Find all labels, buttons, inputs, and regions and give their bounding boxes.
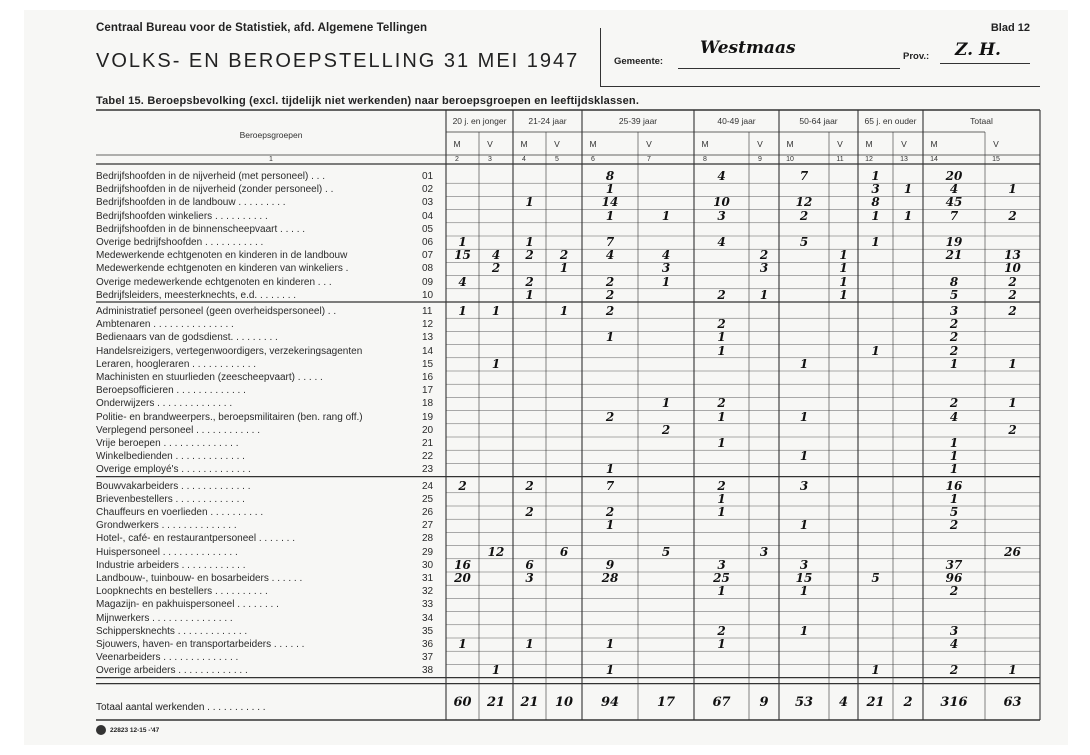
data-cell: 1 bbox=[491, 356, 501, 371]
data-cell: 1 bbox=[605, 462, 615, 477]
data-cell: 2 bbox=[605, 274, 615, 289]
row-code: 17 bbox=[422, 385, 434, 397]
data-cell: 6 bbox=[559, 544, 569, 559]
data-cell: 4 bbox=[458, 274, 467, 289]
row-code: 24 bbox=[422, 480, 434, 492]
row-code: 37 bbox=[422, 652, 434, 664]
row-code: 01 bbox=[422, 171, 434, 182]
data-cell: 1 bbox=[605, 208, 615, 223]
data-cell: 2 bbox=[949, 518, 959, 533]
total-cell: 2 bbox=[903, 695, 913, 710]
data-cell: 12 bbox=[795, 195, 813, 210]
row-code: 34 bbox=[422, 612, 434, 624]
data-cell: 1 bbox=[949, 356, 959, 371]
data-cell: 3 bbox=[949, 623, 959, 638]
row-code: 30 bbox=[422, 559, 434, 571]
row-label: Overige bedrijfshoofden . . . . . . . . . . . bbox=[96, 237, 264, 248]
data-cell: 37 bbox=[945, 557, 963, 572]
row-label: Ambtenaren . . . . . . . . . . . . . . . bbox=[96, 319, 234, 331]
data-cell: 1 bbox=[458, 637, 467, 651]
row-label: Verplegend personeel . . . . . . . . . . . . bbox=[96, 424, 260, 436]
data-cell: 1 bbox=[525, 637, 534, 651]
print-code: 22823 12-15 -'47 bbox=[110, 727, 160, 734]
row-label: Administratief personeel (geen overheidspersoneel) . . bbox=[96, 306, 337, 317]
gemeente-label: Gemeente: bbox=[614, 56, 664, 67]
total-cell: 21 bbox=[486, 695, 506, 710]
row-label: Medewerkende echtgenoten en kinderen van winkeliers . bbox=[96, 263, 349, 275]
row-label: Overige arbeiders . . . . . . . . . . . . . bbox=[96, 665, 248, 677]
data-cell: 9 bbox=[605, 557, 615, 572]
data-cell: 1 bbox=[1008, 356, 1017, 371]
data-cell: 1 bbox=[717, 343, 726, 358]
row-code: 06 bbox=[422, 237, 434, 248]
row-code: 19 bbox=[422, 411, 434, 423]
row-code: 20 bbox=[422, 424, 434, 436]
data-cell: 2 bbox=[717, 478, 726, 493]
data-cell: 1 bbox=[458, 304, 467, 318]
row-label: Overige medewerkende echtgenoten en kinderen . . . bbox=[96, 276, 332, 288]
row-label: Huispersoneel . . . . . . . . . . . . . . bbox=[96, 546, 238, 558]
data-cell: 1 bbox=[525, 235, 534, 249]
data-cell: 2 bbox=[1008, 304, 1017, 318]
data-cell: 2 bbox=[525, 505, 534, 519]
data-cell: 1 bbox=[871, 343, 880, 358]
data-cell: 1 bbox=[1008, 396, 1017, 411]
data-cell: 1 bbox=[717, 491, 726, 506]
row-label: Hotel-, café- en restaurantpersoneel . . . . . . . bbox=[96, 533, 295, 545]
data-cell: 6 bbox=[525, 557, 534, 572]
data-cell: 3 bbox=[525, 571, 534, 585]
data-cell: 7 bbox=[605, 478, 615, 493]
data-cell: 5 bbox=[949, 505, 959, 519]
row-code: 33 bbox=[422, 599, 434, 611]
data-cell: 16 bbox=[454, 557, 471, 572]
age-group-header: 50-64 jaar bbox=[799, 116, 838, 126]
row-label: Industrie arbeiders . . . . . . . . . . . . bbox=[96, 559, 246, 571]
data-cell: 1 bbox=[717, 436, 726, 450]
row-code: 18 bbox=[422, 398, 434, 410]
sex-header: M bbox=[453, 139, 461, 149]
row-code: 05 bbox=[422, 223, 434, 235]
data-cell: 19 bbox=[945, 235, 963, 249]
data-cell: 2 bbox=[717, 623, 726, 638]
row-label: Onderwijzers . . . . . . . . . . . . . . bbox=[96, 398, 233, 410]
data-cell: 12 bbox=[487, 544, 505, 559]
data-cell: 21 bbox=[945, 248, 963, 263]
data-cell: 1 bbox=[871, 235, 880, 249]
data-cell: 2 bbox=[759, 248, 769, 263]
data-cell: 2 bbox=[1008, 287, 1017, 302]
column-number: 7 bbox=[647, 156, 651, 163]
data-cell: 2 bbox=[949, 330, 959, 345]
total-cell: 63 bbox=[1003, 695, 1022, 710]
data-cell: 1 bbox=[717, 637, 726, 651]
total-cell: 53 bbox=[794, 695, 814, 710]
data-cell: 2 bbox=[949, 343, 959, 358]
row-label: Bedrijfshoofden in de landbouw . . . . . . . . . bbox=[96, 197, 286, 209]
total-cell: 17 bbox=[656, 695, 676, 710]
age-group-header: 40-49 jaar bbox=[717, 116, 756, 126]
data-cell: 15 bbox=[454, 248, 471, 263]
prov-value: Z. H. bbox=[955, 40, 1001, 60]
data-cell: 7 bbox=[605, 235, 615, 249]
data-cell: 3 bbox=[759, 261, 769, 276]
data-cell: 3 bbox=[717, 557, 726, 572]
data-cell: 4 bbox=[605, 248, 615, 263]
data-cell: 1 bbox=[949, 436, 959, 450]
data-cell: 5 bbox=[871, 571, 880, 585]
data-cell: 1 bbox=[799, 449, 809, 464]
row-code: 27 bbox=[422, 520, 434, 532]
row-label: Bedrijfshoofden winkeliers . . . . . . . . . . bbox=[96, 210, 268, 222]
row-label: Bedrijfshoofden in de binnenscheepvaart . . . . . bbox=[96, 223, 306, 235]
column-number: 3 bbox=[488, 156, 492, 163]
row-code: 21 bbox=[422, 438, 434, 449]
data-cell: 2 bbox=[458, 478, 467, 493]
data-cell: 1 bbox=[759, 287, 769, 302]
row-code: 23 bbox=[422, 464, 434, 476]
row-code: 22 bbox=[422, 451, 434, 463]
data-cell: 7 bbox=[799, 169, 809, 183]
data-cell: 4 bbox=[949, 182, 959, 197]
row-code: 35 bbox=[422, 625, 434, 637]
column-number: 11 bbox=[836, 156, 844, 163]
row-label: Brievenbestellers . . . . . . . . . . . . . bbox=[96, 493, 245, 505]
data-cell: 1 bbox=[949, 462, 959, 477]
data-cell: 3 bbox=[949, 304, 959, 318]
column-number: 8 bbox=[703, 156, 707, 163]
data-cell: 2 bbox=[949, 584, 959, 599]
printer-logo-icon bbox=[96, 725, 106, 735]
data-cell: 5 bbox=[661, 544, 671, 559]
total-cell: 316 bbox=[940, 695, 968, 710]
row-label: Bedrijfshoofden in de nijverheid (met personeel) . . . bbox=[96, 171, 326, 182]
sex-header: M bbox=[701, 139, 709, 149]
table-title: Tabel 15. Beroepsbevolking (excl. tijdelijk niet werkenden) naar beroepsgroepen en leeftijdsklassen. bbox=[96, 95, 640, 107]
data-cell: 3 bbox=[717, 208, 726, 223]
data-cell: 25 bbox=[713, 571, 730, 585]
sex-header: V bbox=[837, 139, 843, 149]
age-group-header: 65 j. en ouder bbox=[864, 116, 917, 126]
row-code: 11 bbox=[422, 306, 433, 317]
row-code: 07 bbox=[422, 250, 434, 262]
row-code: 08 bbox=[422, 263, 434, 275]
data-cell: 1 bbox=[605, 182, 615, 197]
data-cell: 2 bbox=[717, 317, 726, 332]
data-cell: 1 bbox=[799, 356, 809, 371]
data-cell: 1 bbox=[605, 330, 615, 345]
row-label: Mijnwerkers . . . . . . . . . . . . . . . bbox=[96, 612, 233, 624]
data-cell: 2 bbox=[1008, 274, 1017, 289]
data-cell: 10 bbox=[713, 195, 730, 210]
data-cell: 45 bbox=[945, 195, 963, 210]
data-cell: 2 bbox=[949, 663, 959, 678]
sex-header: M bbox=[865, 139, 873, 149]
data-cell: 1 bbox=[799, 518, 809, 533]
column-number: 15 bbox=[992, 156, 1000, 163]
row-label: Bedienaars van de godsdienst. . . . . . . . . bbox=[96, 332, 278, 344]
data-cell: 3 bbox=[661, 261, 671, 276]
data-cell: 1 bbox=[903, 208, 913, 223]
total-cell: 21 bbox=[520, 695, 539, 710]
column-number: 5 bbox=[555, 156, 559, 163]
data-cell: 1 bbox=[799, 409, 809, 424]
row-code: 16 bbox=[422, 372, 434, 383]
row-label: Bouwvakarbeiders . . . . . . . . . . . . . bbox=[96, 480, 251, 492]
row-code: 15 bbox=[422, 358, 434, 370]
form-title: VOLKS- EN BEROEPSTELLING 31 MEI 1947 bbox=[96, 50, 580, 72]
data-cell: 1 bbox=[661, 396, 671, 411]
row-label: Bedrijfshoofden in de nijverheid (zonder personeel) . . bbox=[96, 184, 334, 196]
data-cell: 2 bbox=[1008, 422, 1017, 437]
beroepsgroepen-header: Beroepsgroepen bbox=[239, 130, 303, 140]
data-cell: 1 bbox=[717, 409, 726, 424]
data-cell: 16 bbox=[945, 478, 963, 493]
data-cell: 1 bbox=[717, 584, 726, 599]
row-code: 13 bbox=[422, 332, 434, 344]
data-cell: 1 bbox=[661, 208, 671, 223]
row-code: 12 bbox=[422, 319, 434, 331]
data-cell: 1 bbox=[871, 208, 880, 223]
data-cell: 5 bbox=[799, 235, 809, 249]
data-cell: 1 bbox=[799, 623, 809, 638]
data-cell: 4 bbox=[491, 248, 501, 263]
data-cell: 1 bbox=[491, 304, 501, 318]
total-cell: 10 bbox=[554, 695, 574, 710]
row-label: Magazijn- en pakhuispersoneel . . . . . . . . bbox=[96, 599, 279, 611]
data-cell: 1 bbox=[903, 182, 913, 197]
data-cell: 2 bbox=[661, 422, 671, 437]
column-number: 1 bbox=[269, 156, 273, 163]
data-cell: 1 bbox=[559, 304, 569, 318]
data-cell: 2 bbox=[525, 248, 534, 263]
row-label: Grondwerkers . . . . . . . . . . . . . . bbox=[96, 520, 237, 532]
row-label: Handelsreizigers, vertegenwoordigers, verzekeringsagenten bbox=[96, 345, 363, 357]
total-cell: 67 bbox=[712, 695, 731, 710]
data-cell: 2 bbox=[605, 505, 615, 519]
column-number: 10 bbox=[786, 156, 794, 163]
column-number: 6 bbox=[591, 156, 595, 163]
data-cell: 1 bbox=[839, 287, 848, 302]
age-group-header: 20 j. en jonger bbox=[452, 116, 507, 126]
data-cell: 2 bbox=[605, 409, 615, 424]
row-label: Machinisten en stuurlieden (zeescheepvaart) . . . . . bbox=[96, 372, 323, 383]
data-cell: 1 bbox=[661, 274, 671, 289]
column-number: 14 bbox=[930, 156, 938, 163]
total-cell: 60 bbox=[453, 695, 472, 710]
sex-header: V bbox=[554, 139, 560, 149]
data-cell: 3 bbox=[759, 544, 769, 559]
row-label: Landbouw-, tuinbouw- en bosarbeiders . . . . . . bbox=[96, 573, 303, 584]
row-code: 36 bbox=[422, 639, 434, 650]
data-cell: 28 bbox=[601, 571, 619, 585]
data-cell: 13 bbox=[1004, 248, 1021, 263]
age-group-header: 21-24 jaar bbox=[528, 116, 567, 126]
data-cell: 1 bbox=[1008, 663, 1017, 678]
data-cell: 4 bbox=[949, 637, 959, 651]
row-code: 31 bbox=[422, 573, 434, 584]
data-cell: 1 bbox=[525, 195, 534, 210]
row-label: Bedrijfsleiders, meesterknechts, e.d. . . . . . . . bbox=[96, 289, 297, 301]
data-cell: 1 bbox=[839, 261, 848, 276]
data-cell: 7 bbox=[949, 208, 959, 223]
age-group-header: 25-39 jaar bbox=[618, 116, 658, 126]
row-label: Veenarbeiders . . . . . . . . . . . . . . bbox=[96, 652, 239, 664]
data-cell: 4 bbox=[717, 235, 726, 249]
row-label: Leraren, hoogleraren . . . . . . . . . . . . bbox=[96, 358, 257, 370]
column-number: 4 bbox=[522, 156, 526, 163]
data-cell: 4 bbox=[661, 248, 671, 263]
sex-header: V bbox=[487, 139, 493, 149]
column-number: 9 bbox=[758, 156, 762, 163]
sex-header: M bbox=[589, 139, 597, 149]
data-cell: 26 bbox=[1004, 544, 1021, 559]
data-cell: 1 bbox=[605, 663, 615, 678]
row-code: 10 bbox=[422, 289, 434, 301]
data-cell: 2 bbox=[949, 317, 959, 332]
data-cell: 8 bbox=[605, 169, 615, 183]
row-code: 09 bbox=[422, 276, 434, 288]
data-cell: 2 bbox=[491, 261, 501, 276]
row-label: Winkelbedienden . . . . . . . . . . . . . bbox=[96, 451, 245, 463]
data-cell: 8 bbox=[949, 274, 959, 289]
row-label: Vrije beroepen . . . . . . . . . . . . . . bbox=[96, 438, 239, 449]
row-code: 14 bbox=[422, 345, 434, 357]
data-cell: 2 bbox=[1008, 208, 1017, 223]
age-group-header: Totaal bbox=[970, 116, 993, 126]
sex-header: M bbox=[930, 139, 938, 149]
total-cell: 9 bbox=[759, 695, 769, 710]
data-cell: 2 bbox=[559, 248, 569, 263]
data-cell: 2 bbox=[605, 287, 615, 302]
data-cell: 1 bbox=[717, 505, 726, 519]
data-cell: 1 bbox=[525, 287, 534, 302]
data-cell: 2 bbox=[717, 287, 726, 302]
data-cell: 8 bbox=[871, 195, 880, 210]
data-cell: 1 bbox=[605, 637, 615, 651]
total-cell: 21 bbox=[866, 695, 885, 710]
data-cell: 3 bbox=[799, 557, 809, 572]
row-label: Chauffeurs en voerlieden . . . . . . . . . . bbox=[96, 507, 264, 518]
data-cell: 1 bbox=[949, 449, 959, 464]
data-cell: 14 bbox=[601, 195, 619, 210]
data-cell: 1 bbox=[839, 248, 848, 263]
total-label: Totaal aantal werkenden . . . . . . . . . . . bbox=[96, 702, 266, 713]
row-label: Sjouwers, haven- en transportarbeiders . . . . . . bbox=[96, 639, 305, 650]
data-cell: 1 bbox=[871, 663, 880, 678]
data-cell: 1 bbox=[949, 491, 959, 506]
data-cell: 15 bbox=[795, 571, 813, 585]
prov-label: Prov.: bbox=[903, 51, 930, 62]
data-cell: 1 bbox=[491, 663, 501, 678]
data-cell: 4 bbox=[717, 169, 726, 183]
row-label: Loopknechts en bestellers . . . . . . . . . . bbox=[96, 586, 268, 598]
data-cell: 2 bbox=[949, 396, 959, 411]
row-code: 04 bbox=[422, 210, 434, 222]
data-cell: 1 bbox=[605, 518, 615, 533]
data-cell: 1 bbox=[559, 261, 569, 276]
row-label: Beroepsofficieren . . . . . . . . . . . . . bbox=[96, 385, 246, 397]
data-cell: 1 bbox=[1008, 182, 1017, 197]
row-code: 25 bbox=[422, 493, 434, 505]
row-code: 38 bbox=[422, 665, 434, 677]
data-cell: 1 bbox=[717, 330, 726, 345]
row-code: 29 bbox=[422, 546, 434, 558]
sheet-number: Blad 12 bbox=[990, 22, 1030, 34]
column-number: 12 bbox=[865, 156, 873, 163]
sex-header: M bbox=[520, 139, 528, 149]
sex-header: V bbox=[757, 139, 763, 149]
data-cell: 20 bbox=[454, 571, 471, 585]
total-cell: 4 bbox=[838, 695, 849, 710]
data-cell: 20 bbox=[945, 169, 963, 183]
data-cell: 4 bbox=[949, 409, 959, 424]
row-label: Schippersknechts . . . . . . . . . . . . . bbox=[96, 625, 248, 637]
data-cell: 3 bbox=[871, 182, 880, 197]
data-cell: 3 bbox=[799, 478, 809, 493]
sex-header: V bbox=[901, 139, 907, 149]
gemeente-value: Westmaas bbox=[700, 38, 796, 58]
data-cell: 2 bbox=[525, 274, 534, 289]
row-code: 02 bbox=[422, 184, 434, 196]
data-cell: 2 bbox=[525, 478, 534, 493]
data-cell: 2 bbox=[717, 396, 726, 411]
data-cell: 1 bbox=[799, 584, 809, 599]
bureau-heading: Centraal Bureau voor de Statistiek, afd. Algemene Tellingen bbox=[96, 22, 428, 34]
sex-header: V bbox=[646, 139, 652, 149]
data-cell: 2 bbox=[605, 304, 615, 318]
data-cell: 1 bbox=[458, 235, 467, 249]
total-cell: 94 bbox=[600, 695, 620, 710]
data-cell: 10 bbox=[1004, 261, 1021, 276]
row-label: Politie- en brandweerpers., beroepsmilitairen (ben. rang off.) bbox=[96, 411, 363, 423]
sex-header: V bbox=[993, 139, 999, 149]
data-cell: 96 bbox=[945, 571, 963, 585]
data-cell: 2 bbox=[799, 208, 809, 223]
row-code: 03 bbox=[422, 197, 434, 209]
row-label: Overige employé's . . . . . . . . . . . . . bbox=[96, 464, 251, 476]
data-cell: 5 bbox=[949, 287, 959, 302]
row-code: 32 bbox=[422, 586, 434, 598]
row-code: 28 bbox=[422, 533, 434, 545]
column-number: 13 bbox=[900, 156, 908, 163]
column-number: 2 bbox=[455, 156, 459, 163]
row-label: Medewerkende echtgenoten en kinderen in de landbouw bbox=[96, 250, 348, 262]
sex-header: M bbox=[786, 139, 794, 149]
data-cell: 1 bbox=[839, 274, 848, 289]
data-cell: 1 bbox=[871, 169, 880, 183]
row-code: 26 bbox=[422, 507, 434, 518]
